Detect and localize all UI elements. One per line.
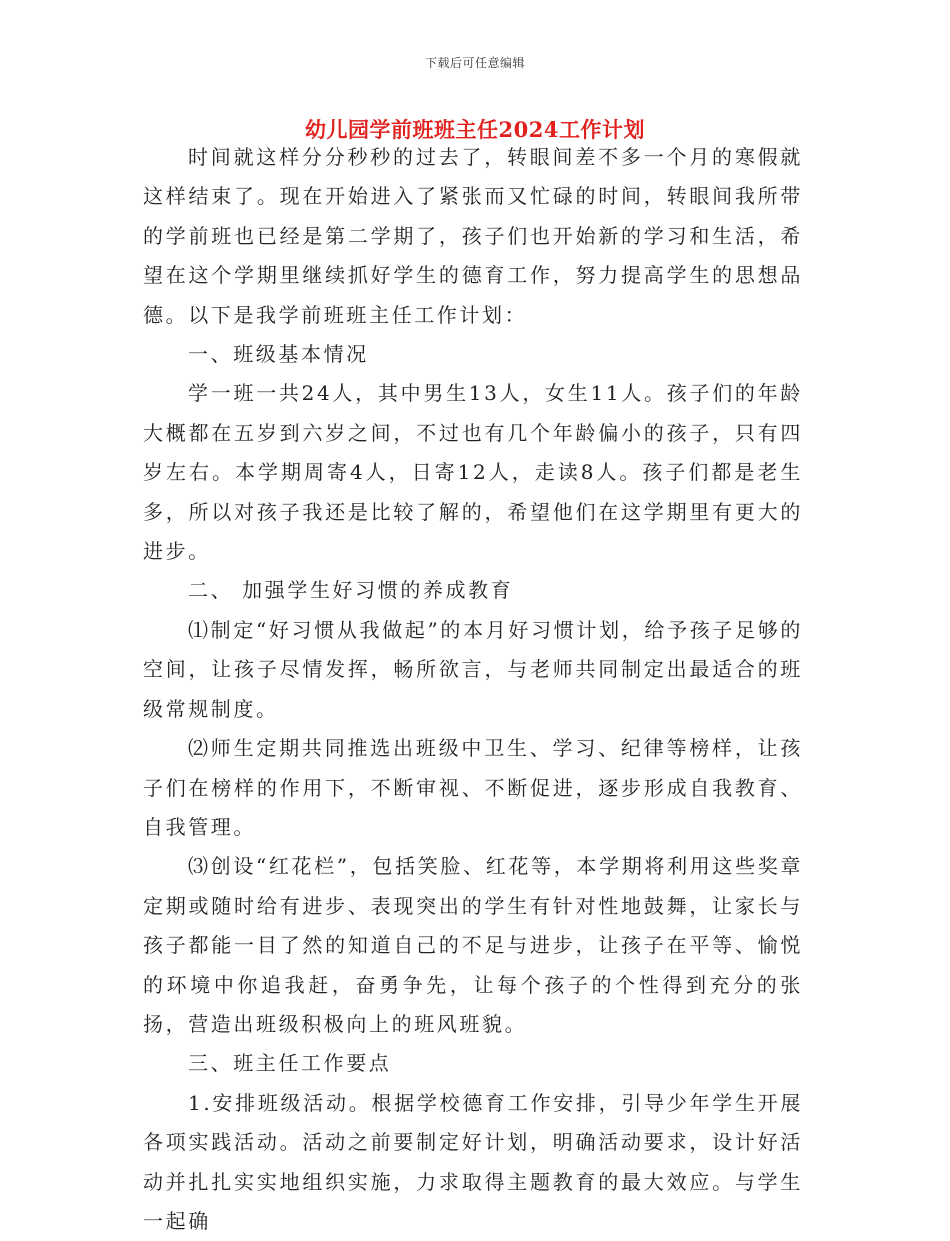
paragraph-intro: 时间就这样分分秒秒的过去了，转眼间差不多一个月的寒假就这样结束了。现在开始进入了紧张而又忙碌的时间，转眼间我所带的学前班也已经是第二学期了，孩子们也开始新的学习和生活，希望在这个学期里继续抓好学生的德育工作，努力提高学生的思想品德。以下是我学前班班主任工作计划： bbox=[143, 145, 803, 327]
section-heading-1: 一、班级基本情况 bbox=[188, 342, 369, 367]
section-heading-2: 二、 加强学生好习惯的养成教育 bbox=[188, 578, 514, 603]
paragraph-item-2: ⑵师生定期共同推选出班级中卫生、学习、纪律等榜样，让孩子们在榜样的作用下，不断审视、不断促进，逐步形成自我教育、自我管理。 bbox=[143, 736, 803, 839]
paragraph-class-info: 学一班一共24人，其中男生13人，女生11人。孩子们的年龄大概都在五岁到六岁之间，不过也有几个年龄偏小的孩子，只有四岁左右。本学期周寄4人，日寄12人，走读8人。孩子们都是老生多，所以对孩子我还是比较了解的，希望他们在这学期里有更大的进步。 bbox=[143, 381, 803, 564]
document-body bbox=[143, 138, 803, 1241]
header-note: 下载后可任意编辑 bbox=[424, 56, 525, 70]
document-title: 幼儿园学前班班主任2024工作计划 bbox=[305, 117, 645, 142]
paragraph-item-1: ⑴制定“好习惯从我做起”的本月好习惯计划，给予孩子足够的空间，让孩子尽情发挥，畅所欲言，与老师共同制定出最适合的班级常规制度。 bbox=[143, 617, 803, 721]
paragraph-item-3: ⑶创设“红花栏”，包括笑脸、红花等，本学期将利用这些奖章定期或随时给有进步、表现突出的学生有针对性地鼓舞，让家长与孩子都能一目了然的知道自己的不足与进步，让孩子在平等、愉悦的环境中你追我赶，奋勇争先，让每个孩子的个性得到充分的张扬，营造出班级积极向上的班风班貌。 bbox=[143, 854, 803, 1036]
paragraph-point-1: 1.安排班级活动。根据学校德育工作安排，引导少年学生开展各项实践活动。活动之前要制定好计划，明确活动要求，设计好活动并扎扎实实地组织实施，力求取得主题教育的最大效应。与学生一起确 bbox=[143, 1090, 803, 1233]
section-heading-3: 三、班主任工作要点 bbox=[188, 1051, 392, 1076]
